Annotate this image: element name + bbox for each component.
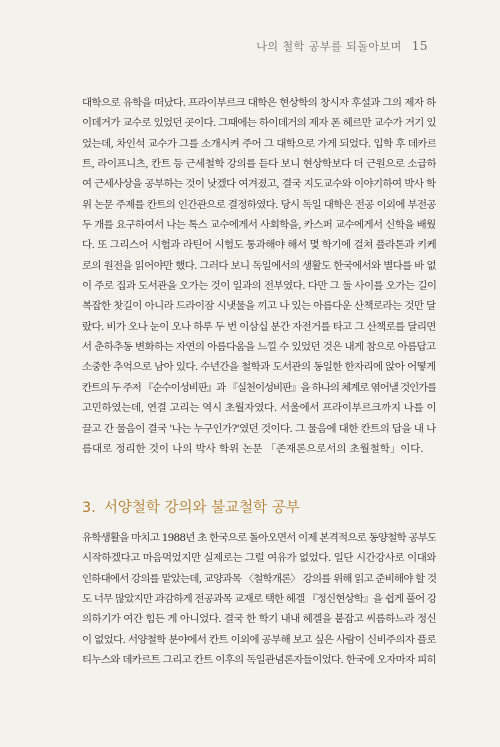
text-line: 이데거가 교수로 있었던 곳이다. 그때에는 하이데거의 제자 폰 헤르만 교수가 거기 있 (82, 117, 436, 130)
text-line: 랐다. 비가 오나 눈이 오나 하루 두 번 이삼십 분간 자전거를 타고 그 산책로를 달리면 (82, 320, 436, 333)
body-paragraph-2 (82, 528, 436, 670)
section-title: 서양철학 강의와 불교철학 공부 (103, 500, 300, 516)
text-line: 유학생활을 마치고 1988년 초 한국으로 돌아오면서 이제 본격적으로 동양철학 공부도 (82, 532, 436, 544)
text-line: 티누스와 데카르트 그리고 칸트 이후의 독일관념론자들이었다. 한국에 오자마자 피히 (82, 654, 436, 667)
text-line: 두 개를 요구하여서 나는 톡스 교수에게서 사회학을, 카스퍼 교수에게서 신학을 배웠 (82, 219, 436, 232)
text-line: 이 주로 집과 도서관을 오가는 것이 일과의 전부였다. 다만 그 둘 사이를 오가는 길이 (82, 280, 436, 293)
text-line: 위 논문 주제를 칸트의 인간관으로 결정하였다. 당시 독일 대학은 전공 이외에 부전공 (82, 198, 436, 211)
text-line: 시작하겠다고 마음먹었지만 실제로는 그럴 여유가 없었다. 일단 시간강사로 이대와 (82, 552, 436, 565)
text-line: 대학으로 유학을 떠났다. 프라이부르크 대학은 현상학의 창시자 후설과 그의 제자 하 (82, 97, 436, 109)
text-line: 소중한 추억으로 남아 있다. 수년간을 철학과 도서관의 동일한 한자리에 앉아 어떻게 (82, 361, 436, 374)
text-line: 로의 원전을 읽어야만 했다. 그러다 보니 독일에서의 생활도 한국에서와 별다를 바 없 (82, 259, 436, 272)
running-header (256, 38, 428, 54)
running-title: 나의 철학 공부를 되돌아보며 (256, 40, 402, 53)
text-line: 이 없었다. 서양철학 분야에서 칸트 이외에 공부해 보고 싶은 사람이 신비주의자 플로 (82, 633, 436, 646)
page-number: 15 (411, 39, 428, 53)
body-paragraph-1 (82, 93, 436, 459)
text-line: 칸트의 두 주저 『순수이성비판』과 『실천이성비판』을 하나의 체계로 엮어낼 것인가를 (82, 381, 436, 394)
text-line: 의하기가 여간 힘든 게 아니었다. 결국 한 학기 내내 헤겔을 붙잡고 씨름하느라 정신 (82, 613, 436, 626)
section-heading (82, 496, 300, 517)
text-line: 름대로 정리한 것이 나의 박사 학위 논문 「존재론으로서의 초월철학」이다. (82, 442, 424, 455)
text-line: 복잡한 찻길이 아니라 드라이잠 시냇물을 끼고 나 있는 아름다운 산책로라는 것만 달 (82, 300, 436, 313)
text-line: 트, 라이프니츠, 칸트 등 근세철학 강의를 듣다 보니 현상학보다 더 근원으로 소급하 (82, 158, 436, 171)
section-number: 3. (82, 500, 96, 516)
text-line: 인하대에서 강의를 맡았는데, 교양과목 〈철학개론〉 강의를 위해 읽고 준비해야 할 것 (82, 572, 436, 585)
text-line: 고민하였는데, 연결 고리는 역시 초월자였다. 서울에서 프라이부르크까지 나를 이 (82, 402, 436, 415)
text-line: 여 근세사상을 공부하는 것이 낫겠다 여겨졌고, 결국 지도교수와 이야기하여 박사 학 (82, 178, 436, 191)
text-line: 서 춘하추동 변화하는 자연의 아름다움을 느낄 수 있었던 것은 내게 참으로 아름답고 (82, 341, 436, 354)
text-line: 다. 또 그리스어 시험과 라틴어 시험도 통과해야 해서 몇 학기에 걸쳐 플라톤과 키케 (82, 239, 436, 252)
text-line: 도 너무 많았지만 과감하게 전공과목 교재로 택한 헤겔 『정신현상학』을 쉽게 풀어 강 (82, 593, 436, 606)
text-line: 었는데, 차인석 교수가 그를 소개시켜 주어 그 대학으로 가게 되었다. 입학 후 데카르 (82, 137, 436, 150)
text-line: 끌고 간 물음이 결국 '나는 누구인가?'였던 것이다. 그 물음에 대한 칸트의 답을 내 나 (82, 422, 436, 435)
